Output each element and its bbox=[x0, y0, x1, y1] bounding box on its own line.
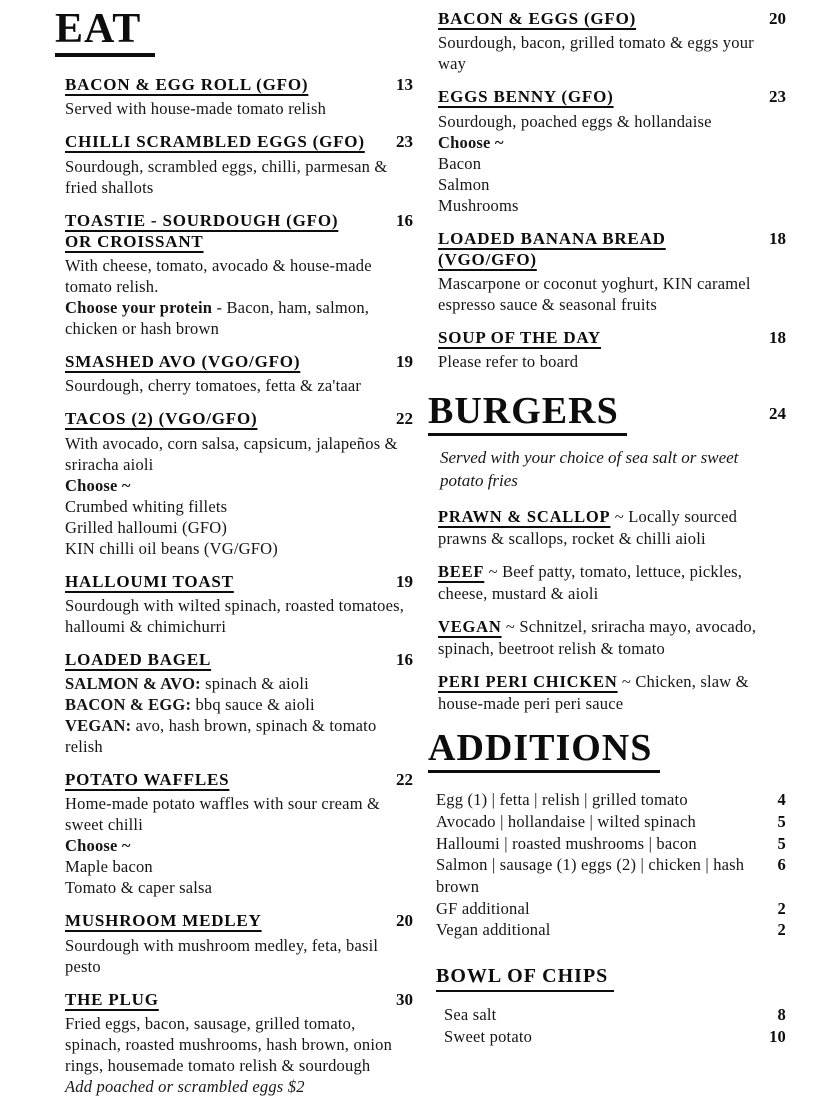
menu-item bbox=[65, 769, 413, 898]
burgers-header bbox=[428, 392, 786, 436]
chips-row-price: 8 bbox=[777, 1005, 786, 1025]
desc-text: spinach & aioli bbox=[200, 674, 309, 693]
desc-text: - Bacon, ham, salmon, chicken or hash brown bbox=[65, 298, 370, 338]
additions-rows bbox=[428, 789, 786, 941]
desc-text: Served with house-made tomato relish bbox=[65, 99, 327, 119]
item-description bbox=[65, 793, 413, 898]
menu-item bbox=[65, 408, 413, 558]
desc-text: Choose ~ bbox=[65, 475, 131, 495]
burger-description: ~ Locally sourced prawns & scallops, rocket & chilli aioli bbox=[438, 507, 738, 549]
item-description bbox=[65, 1013, 413, 1097]
burger-item bbox=[438, 506, 786, 550]
burger-items bbox=[428, 506, 786, 715]
chips-row-price: 10 bbox=[769, 1026, 786, 1046]
burger-name: PERI PERI CHICKEN bbox=[438, 672, 618, 692]
item-desc-line bbox=[65, 255, 407, 297]
item-desc-line bbox=[65, 1013, 407, 1076]
bowl-of-chips-section bbox=[428, 965, 786, 1047]
item-description bbox=[438, 32, 786, 74]
burger-description: ~ Chicken, slaw & house-made peri peri sauce bbox=[438, 672, 749, 714]
item-price: 23 bbox=[769, 87, 786, 107]
desc-text: bbq sauce & aioli bbox=[191, 695, 315, 714]
item-title: HALLOUMI TOAST bbox=[65, 571, 234, 591]
additions-row bbox=[436, 898, 786, 920]
item-description bbox=[65, 595, 413, 637]
menu-columns bbox=[55, 8, 786, 1109]
item-title: POTATO WAFFLES bbox=[65, 770, 230, 789]
chips-section-title: BOWL OF CHIPS bbox=[436, 965, 614, 992]
item-title: CHILLI SCRAMBLED EGGS (GFO) bbox=[65, 132, 365, 152]
item-title: LOADED BANANA BREAD (VGO/GFO) bbox=[438, 228, 666, 269]
menu-item-header bbox=[65, 769, 413, 790]
item-price: 19 bbox=[396, 352, 413, 371]
desc-text: VEGAN: bbox=[65, 716, 132, 735]
item-title: SMASHED AVO (VGO/GFO) bbox=[65, 352, 301, 371]
additions-row-price: 5 bbox=[777, 811, 786, 831]
item-price: 18 bbox=[769, 328, 786, 347]
item-desc-line bbox=[438, 351, 780, 372]
additions-row-price: 4 bbox=[777, 790, 786, 810]
item-desc-line bbox=[438, 32, 780, 74]
desc-text: Sourdough, cherry tomatoes, fetta & za'taar bbox=[65, 376, 362, 396]
desc-text: Please refer to board bbox=[438, 352, 579, 372]
item-desc-line bbox=[65, 538, 407, 559]
menu-item-header bbox=[438, 8, 786, 29]
item-desc-line bbox=[65, 375, 407, 396]
item-price: 16 bbox=[396, 649, 413, 669]
menu-item bbox=[65, 74, 413, 119]
eat-title-wrap bbox=[55, 8, 413, 57]
additions-row-price: 6 bbox=[777, 855, 786, 875]
desc-text: Grilled halloumi (GFO) bbox=[65, 517, 228, 537]
item-price: 22 bbox=[396, 770, 413, 789]
desc-text: Sourdough, poached eggs & hollandaise bbox=[438, 111, 712, 131]
menu-item-header bbox=[65, 989, 413, 1010]
menu-item-header bbox=[438, 86, 786, 107]
desc-text: Choose ~ bbox=[65, 836, 131, 856]
menu-item bbox=[65, 571, 413, 637]
additions-row-label: Halloumi | roasted mushrooms | bacon bbox=[436, 833, 697, 853]
item-description bbox=[438, 111, 786, 216]
item-description bbox=[65, 433, 413, 559]
item-title: EGGS BENNY (GFO) bbox=[438, 87, 614, 107]
item-desc-line bbox=[65, 673, 407, 694]
item-price: 16 bbox=[396, 210, 413, 230]
additions-row-price: 2 bbox=[777, 920, 786, 940]
item-price: 30 bbox=[396, 989, 413, 1009]
menu-item bbox=[438, 327, 786, 372]
chips-row-label: Sweet potato bbox=[444, 1026, 533, 1046]
item-title: BACON & EGG ROLL (GFO) bbox=[65, 75, 309, 94]
additions-row-price: 2 bbox=[777, 898, 786, 918]
item-desc-line bbox=[65, 1076, 407, 1097]
additions-row-label: Egg (1) | fetta | relish | grilled tomato bbox=[436, 790, 688, 810]
item-desc-line bbox=[438, 111, 780, 132]
item-description bbox=[65, 673, 413, 757]
item-description bbox=[65, 156, 413, 198]
eat-section-title: EAT bbox=[55, 8, 155, 57]
burger-name: VEGAN bbox=[438, 617, 502, 637]
item-desc-line bbox=[438, 153, 780, 174]
burger-item bbox=[438, 561, 786, 605]
desc-text: Fried eggs, bacon, sausage, grilled tomato, spinach, roasted mushrooms, hash brown, onion rings, housemade tomato relish & sourdough bbox=[65, 1013, 393, 1075]
additions-row bbox=[436, 919, 786, 941]
item-description bbox=[65, 935, 413, 977]
menu-item bbox=[65, 351, 413, 396]
item-desc-line bbox=[65, 715, 407, 757]
menu-item bbox=[65, 131, 413, 197]
additions-row-label: Vegan additional bbox=[436, 920, 551, 940]
additions-row bbox=[436, 811, 786, 833]
item-desc-line bbox=[438, 174, 780, 195]
desc-text: Sourdough, bacon, grilled tomato & eggs your way bbox=[438, 33, 754, 74]
item-desc-line bbox=[438, 132, 780, 153]
menu-item bbox=[65, 210, 413, 340]
item-price: 20 bbox=[396, 911, 413, 931]
burger-name: PRAWN & SCALLOP bbox=[438, 507, 611, 527]
desc-text: BACON & EGG: bbox=[65, 695, 192, 714]
item-price: 23 bbox=[396, 132, 413, 152]
desc-text: Mascarpone or coconut yoghurt, KIN caramel espresso sauce & seasonal fruits bbox=[438, 274, 751, 314]
item-title: SOUP OF THE DAY bbox=[438, 328, 601, 347]
additions-row-label: Avocado | hollandaise | wilted spinach bbox=[436, 811, 696, 831]
item-desc-line bbox=[438, 195, 780, 216]
eat-items bbox=[55, 74, 413, 1097]
menu-item bbox=[65, 649, 413, 757]
item-desc-line bbox=[65, 475, 407, 496]
right-column bbox=[428, 8, 786, 1109]
burger-description: ~ Beef patty, tomato, lettuce, pickles, cheese, mustard & aioli bbox=[438, 562, 743, 604]
item-price: 22 bbox=[396, 409, 413, 429]
desc-text: Mushrooms bbox=[438, 195, 519, 215]
additions-section-title: ADDITIONS bbox=[428, 729, 660, 773]
desc-text: avo, hash brown, spinach & tomato relish bbox=[65, 716, 377, 756]
menu-item-header bbox=[65, 408, 413, 429]
burger-item bbox=[438, 671, 786, 715]
menu-item bbox=[438, 228, 786, 316]
item-desc-line bbox=[65, 517, 407, 538]
menu-item-header bbox=[65, 131, 413, 152]
item-description bbox=[65, 255, 413, 339]
menu-item-header bbox=[65, 210, 413, 253]
desc-text: Choose your protein bbox=[65, 298, 213, 317]
item-title: TOASTIE - SOURDOUGH (GFO) OR CROISSANT bbox=[65, 210, 339, 251]
item-desc-line bbox=[65, 297, 407, 339]
item-desc-line bbox=[65, 595, 407, 637]
item-title: TACOS (2) (VGO/GFO) bbox=[65, 409, 258, 429]
item-price: 13 bbox=[396, 75, 413, 94]
desc-text: SALMON & AVO: bbox=[65, 674, 201, 693]
item-desc-line bbox=[65, 98, 407, 119]
item-title: BACON & EGGS (GFO) bbox=[438, 9, 637, 28]
desc-text: Crumbed whiting fillets bbox=[65, 496, 228, 516]
burgers-price: 24 bbox=[769, 404, 786, 424]
burgers-section-title: BURGERS bbox=[428, 392, 627, 436]
item-description bbox=[65, 98, 413, 119]
additions-row bbox=[436, 854, 786, 897]
burger-item bbox=[438, 616, 786, 660]
additions-row-label: Salmon | sausage (1) eggs (2) | chicken | hash brown bbox=[436, 855, 745, 897]
additions-row bbox=[436, 789, 786, 811]
menu-item-header bbox=[65, 910, 413, 931]
eat-column bbox=[55, 8, 413, 1109]
desc-text: Home-made potato waffles with sour cream & sweet chilli bbox=[65, 794, 381, 835]
additions-row-label: GF additional bbox=[436, 898, 530, 918]
additions-title-wrap bbox=[428, 729, 786, 773]
item-desc-line bbox=[65, 433, 407, 475]
item-title: LOADED BAGEL bbox=[65, 649, 212, 669]
menu-item-header bbox=[65, 74, 413, 95]
item-price: 18 bbox=[769, 228, 786, 248]
menu-item bbox=[438, 86, 786, 215]
desc-text: Sourdough, scrambled eggs, chilli, parmesan & fried shallots bbox=[65, 156, 388, 197]
menu-item bbox=[65, 989, 413, 1097]
desc-text: Maple bacon bbox=[65, 857, 153, 877]
item-price: 20 bbox=[769, 9, 786, 28]
desc-text: Add poached or scrambled eggs $2 bbox=[65, 1076, 305, 1096]
menu-item bbox=[438, 8, 786, 74]
right-items bbox=[428, 8, 786, 372]
item-description bbox=[65, 375, 413, 396]
menu-item-header bbox=[65, 571, 413, 592]
menu-item-header bbox=[438, 327, 786, 348]
desc-text: KIN chilli oil beans (VG/GFO) bbox=[65, 538, 278, 558]
item-desc-line bbox=[65, 156, 407, 198]
burger-description: ~ Schnitzel, sriracha mayo, avocado, spinach, beetroot relish & tomato bbox=[438, 617, 757, 659]
desc-text: Sourdough with mushroom medley, feta, basil pesto bbox=[65, 935, 379, 976]
item-desc-line bbox=[65, 793, 407, 835]
menu-item-header bbox=[65, 351, 413, 372]
item-desc-line bbox=[65, 877, 407, 898]
desc-text: Sourdough with wilted spinach, roasted tomatoes, halloumi & chimichurri bbox=[65, 595, 405, 636]
menu-item bbox=[65, 910, 413, 976]
desc-text: With avocado, corn salsa, capsicum, jalapeños & sriracha aioli bbox=[65, 433, 398, 474]
burgers-note: Served with your choice of sea salt or sweet potato fries bbox=[440, 448, 739, 491]
additions-row-price: 5 bbox=[777, 833, 786, 853]
item-desc-line bbox=[65, 496, 407, 517]
burger-name: BEEF bbox=[438, 562, 485, 582]
desc-text: Salmon bbox=[438, 174, 490, 194]
chips-row bbox=[444, 1026, 786, 1048]
item-desc-line bbox=[65, 694, 407, 715]
chips-row bbox=[444, 1004, 786, 1026]
desc-text: Bacon bbox=[438, 153, 482, 173]
item-title: MUSHROOM MEDLEY bbox=[65, 911, 262, 931]
item-desc-line bbox=[65, 935, 407, 977]
desc-text: Choose ~ bbox=[438, 132, 504, 152]
item-title: THE PLUG bbox=[65, 989, 159, 1009]
item-desc-line bbox=[438, 273, 780, 315]
item-desc-line bbox=[65, 856, 407, 877]
item-desc-line bbox=[65, 835, 407, 856]
chips-row-label: Sea salt bbox=[444, 1005, 497, 1025]
desc-text: With cheese, tomato, avocado & house-made tomato relish. bbox=[65, 256, 372, 296]
item-price: 19 bbox=[396, 571, 413, 591]
chips-rows bbox=[436, 1004, 786, 1047]
item-description bbox=[438, 351, 786, 372]
additions-row bbox=[436, 833, 786, 855]
menu-item-header bbox=[438, 228, 786, 271]
desc-text: Tomato & caper salsa bbox=[65, 878, 213, 898]
item-description bbox=[438, 273, 786, 315]
menu-item-header bbox=[65, 649, 413, 670]
